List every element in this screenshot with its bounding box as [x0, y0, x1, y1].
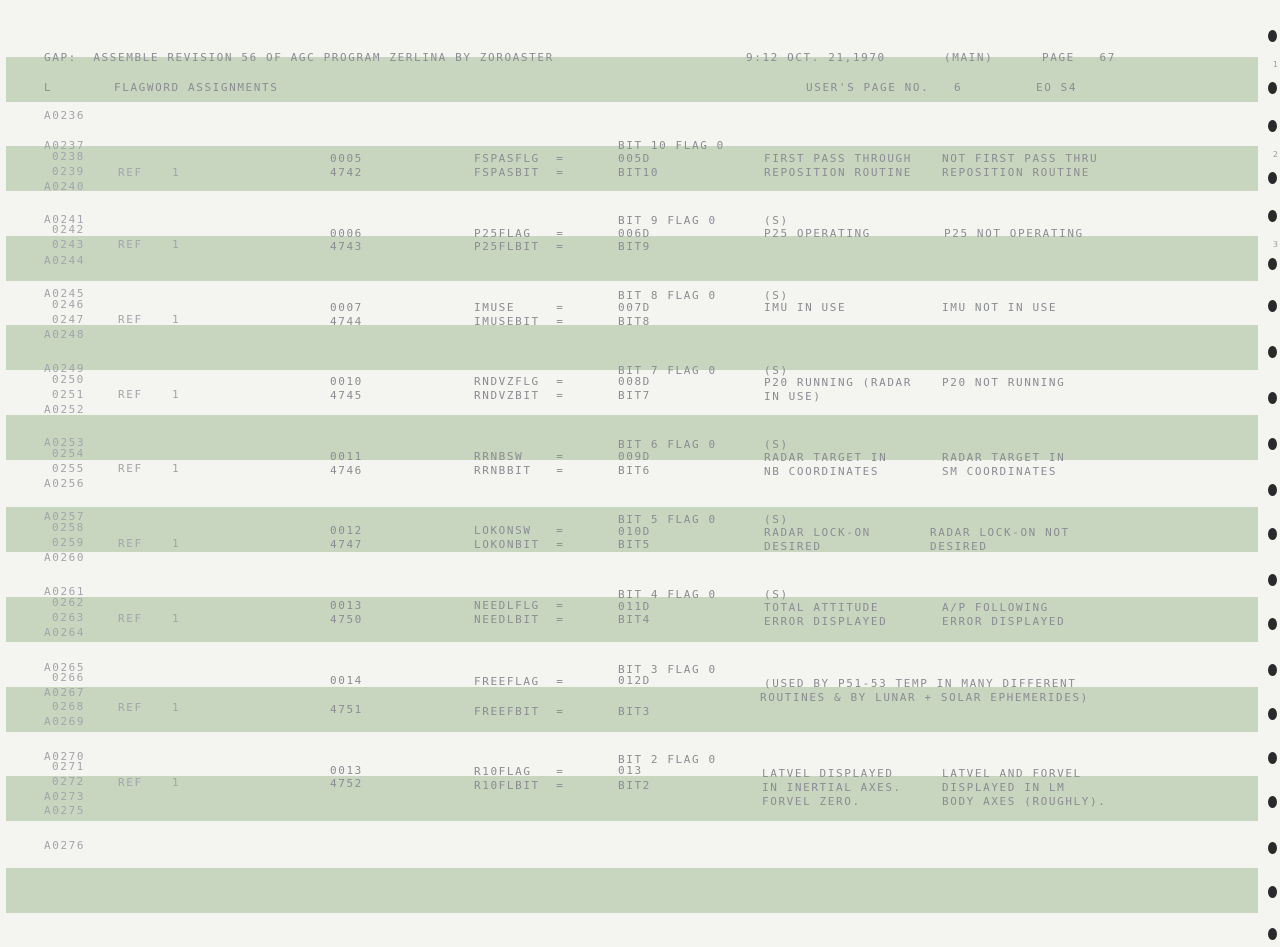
ref-count: 1 — [172, 537, 181, 550]
line-number: A0260 — [44, 551, 86, 564]
flag-bit-name: FREEFBIT = — [474, 705, 565, 718]
ref-label: REF — [118, 701, 143, 714]
line-number: A0240 — [44, 180, 86, 193]
line-number: 0255 — [52, 462, 85, 475]
line-number: A0241 — [44, 213, 86, 226]
line-number: 0251 — [52, 388, 85, 401]
margin-mark: 2 — [1272, 150, 1278, 159]
bit-flag-label: BIT 10 FLAG 0 — [618, 139, 725, 152]
address: 4745 — [330, 389, 363, 402]
feed-hole — [1268, 438, 1277, 450]
address: 0005 — [330, 152, 363, 165]
address: 4743 — [330, 240, 363, 253]
ref-label: REF — [118, 462, 143, 475]
set-description: FORVEL ZERO. — [762, 795, 861, 808]
set-description: IN USE) — [764, 390, 822, 403]
reset-description: DESIRED — [930, 540, 988, 553]
bit-value: BIT5 — [618, 538, 651, 551]
line-number: A0270 — [44, 750, 86, 763]
feed-hole — [1268, 392, 1277, 404]
flag-name: FREEFLAG = — [474, 675, 565, 688]
bit-flag-label: BIT 6 FLAG 0 — [618, 438, 717, 451]
flag-name: P25FLAG = — [474, 227, 565, 240]
feed-hole — [1268, 842, 1277, 854]
address: 0010 — [330, 375, 363, 388]
flag-name: FSPASFLG = — [474, 152, 565, 165]
reset-description: RADAR LOCK-ON NOT — [930, 526, 1070, 539]
users-page-number: USER'S PAGE NO. 6 — [806, 81, 963, 94]
line-number: 0238 — [52, 150, 85, 163]
program-header: GAP: ASSEMBLE REVISION 56 OF AGC PROGRAM ZERLINA BY ZOROASTER — [44, 51, 554, 64]
s-marker: (S) — [764, 513, 789, 526]
set-description: FIRST PASS THROUGH — [764, 152, 913, 165]
flag-bit-name: IMUSEBIT = — [474, 315, 565, 328]
line-number: A0248 — [44, 328, 86, 341]
feed-hole — [1268, 928, 1277, 940]
ref-label: REF — [118, 313, 143, 326]
flag-name: RRNBSW = — [474, 450, 565, 463]
s-marker: (S) — [764, 214, 789, 227]
set-description: ERROR DISPLAYED — [764, 615, 888, 628]
ref-label: REF — [118, 238, 143, 251]
ref-label: REF — [118, 537, 143, 550]
set-description: NB COORDINATES — [764, 465, 880, 478]
flag-bit-name: RRNBBIT = — [474, 464, 565, 477]
bit-value: BIT10 — [618, 166, 660, 179]
address: 0006 — [330, 227, 363, 240]
reset-description: BODY AXES (ROUGHLY). — [942, 795, 1107, 808]
flag-value: 008D — [618, 375, 651, 388]
flag-bit-name: FSPASBIT = — [474, 166, 565, 179]
comment: ROUTINES & BY LUNAR + SOLAR EPHEMERIDES) — [760, 691, 1089, 704]
line-number: 0272 — [52, 775, 85, 788]
address: 0007 — [330, 301, 363, 314]
line-number: 0254 — [52, 447, 85, 460]
set-description: REPOSITION ROUTINE — [764, 166, 913, 179]
line-number: 0262 — [52, 596, 85, 609]
bit-value: BIT7 — [618, 389, 651, 402]
address: 0013 — [330, 599, 363, 612]
set-description: LATVEL DISPLAYED — [762, 767, 894, 780]
flag-value: 009D — [618, 450, 651, 463]
line-number: A0273 — [44, 790, 86, 803]
feed-hole — [1268, 528, 1277, 540]
feed-hole — [1268, 258, 1277, 270]
line-number: 0259 — [52, 536, 85, 549]
ref-count: 1 — [172, 776, 181, 789]
bit-flag-label: BIT 4 FLAG 0 — [618, 588, 717, 601]
s-marker: (S) — [764, 588, 789, 601]
line-number: 0258 — [52, 521, 85, 534]
reset-description: LATVEL AND FORVEL — [942, 767, 1082, 780]
ref-label: REF — [118, 776, 143, 789]
line-number: A0276 — [44, 839, 86, 852]
feed-hole — [1268, 82, 1277, 94]
feed-hole — [1268, 664, 1277, 676]
set-description: IN INERTIAL AXES. — [762, 781, 902, 794]
reset-description: REPOSITION ROUTINE — [942, 166, 1091, 179]
ref-count: 1 — [172, 313, 181, 326]
flag-name: IMUSE = — [474, 301, 565, 314]
flag-bit-name: P25FLBIT = — [474, 240, 565, 253]
bit-value: BIT2 — [618, 779, 651, 792]
reset-description: RADAR TARGET IN — [942, 451, 1066, 464]
flag-name: RNDVZFLG = — [474, 375, 565, 388]
flag-bit-name: NEEDLBIT = — [474, 613, 565, 626]
section-title: FLAGWORD ASSIGNMENTS — [114, 81, 279, 94]
reset-description: IMU NOT IN USE — [942, 301, 1058, 314]
set-description: RADAR TARGET IN — [764, 451, 888, 464]
address: 4750 — [330, 613, 363, 626]
line-number: A0249 — [44, 362, 86, 375]
reset-description: NOT FIRST PASS THRU — [942, 152, 1099, 165]
line-number: A0264 — [44, 626, 86, 639]
line-number: A0236 — [44, 109, 86, 122]
reset-description: ERROR DISPLAYED — [942, 615, 1066, 628]
bit-flag-label: BIT 3 FLAG 0 — [618, 663, 717, 676]
flag-bit-name: LOKONBIT = — [474, 538, 565, 551]
bit-flag-label: BIT 2 FLAG 0 — [618, 753, 717, 766]
address: 4746 — [330, 464, 363, 477]
bit-flag-label: BIT 9 FLAG 0 — [618, 214, 717, 227]
flag-value: 010D — [618, 525, 651, 538]
address: 4751 — [330, 703, 363, 716]
line-number: A0256 — [44, 477, 86, 490]
line-number: 0246 — [52, 298, 85, 311]
reset-description: A/P FOLLOWING — [942, 601, 1049, 614]
line-number: 0268 — [52, 700, 85, 713]
ref-count: 1 — [172, 238, 181, 251]
bit-flag-label: BIT 5 FLAG 0 — [618, 513, 717, 526]
address: 0012 — [330, 524, 363, 537]
ref-count: 1 — [172, 612, 181, 625]
s-marker: (S) — [764, 289, 789, 302]
eo-label: EO S4 — [1036, 81, 1078, 94]
ref-label: REF — [118, 612, 143, 625]
address: 4752 — [330, 777, 363, 790]
address: 4744 — [330, 315, 363, 328]
address: 0014 — [330, 674, 363, 687]
bit-flag-label: BIT 8 FLAG 0 — [618, 289, 717, 302]
feed-hole — [1268, 172, 1277, 184]
set-description: P20 RUNNING (RADAR — [764, 376, 913, 389]
address: 0011 — [330, 450, 363, 463]
set-description: TOTAL ATTITUDE — [764, 601, 880, 614]
ref-label: REF — [118, 166, 143, 179]
line-number: 0266 — [52, 671, 85, 684]
line-number: 0250 — [52, 373, 85, 386]
reset-description: P25 NOT OPERATING — [944, 227, 1084, 240]
ref-label: REF — [118, 388, 143, 401]
flag-bit-name: R10FLBIT = — [474, 779, 565, 792]
margin-mark: 3 — [1272, 240, 1278, 249]
green-band — [6, 868, 1258, 913]
address: 0013 — [330, 764, 363, 777]
feed-hole — [1268, 484, 1277, 496]
flag-name: LOKONSW = — [474, 524, 565, 537]
flag-value: 007D — [618, 301, 651, 314]
line-number: 0239 — [52, 165, 85, 178]
feed-hole — [1268, 300, 1277, 312]
line-number: A0261 — [44, 585, 86, 598]
s-marker: (S) — [764, 364, 789, 377]
bit-value: BIT4 — [618, 613, 651, 626]
set-description: IMU IN USE — [764, 301, 847, 314]
line-number: A0267 — [44, 686, 86, 699]
flag-value: 011D — [618, 600, 651, 613]
line-number: A0253 — [44, 436, 86, 449]
feed-hole — [1268, 574, 1277, 586]
flag-name: NEEDLFLG = — [474, 599, 565, 612]
margin-mark: 1 — [1272, 60, 1278, 69]
address: 4742 — [330, 166, 363, 179]
feed-hole — [1268, 886, 1277, 898]
page-number: PAGE 67 — [1042, 51, 1117, 64]
column-l: L — [44, 81, 53, 94]
reset-description: DISPLAYED IN LM — [942, 781, 1066, 794]
comment: (USED BY P51-53 TEMP IN MANY DIFFERENT — [764, 677, 1077, 690]
flag-value: 013 — [618, 764, 643, 777]
bit-flag-label: BIT 7 FLAG 0 — [618, 364, 717, 377]
line-number: A0275 — [44, 804, 86, 817]
line-number: 0247 — [52, 313, 85, 326]
feed-hole — [1268, 30, 1277, 42]
line-number: A0237 — [44, 139, 86, 152]
feed-hole — [1268, 796, 1277, 808]
flag-value: 005D — [618, 152, 651, 165]
ref-count: 1 — [172, 701, 181, 714]
feed-hole — [1268, 618, 1277, 630]
set-description: DESIRED — [764, 540, 822, 553]
reset-description: P20 NOT RUNNING — [942, 376, 1066, 389]
flag-name: R10FLAG = — [474, 765, 565, 778]
line-number: A0245 — [44, 287, 86, 300]
line-number: A0265 — [44, 661, 86, 674]
bit-value: BIT6 — [618, 464, 651, 477]
line-number: 0271 — [52, 760, 85, 773]
bit-value: BIT8 — [618, 315, 651, 328]
timestamp: 9:12 OCT. 21,1970 — [746, 51, 886, 64]
ref-count: 1 — [172, 462, 181, 475]
line-number: 0263 — [52, 611, 85, 624]
line-number: A0257 — [44, 510, 86, 523]
flag-value: 006D — [618, 227, 651, 240]
flag-bit-name: RNDVZBIT = — [474, 389, 565, 402]
bit-value: BIT9 — [618, 240, 651, 253]
set-description: RADAR LOCK-ON — [764, 526, 871, 539]
set-description: P25 OPERATING — [764, 227, 871, 240]
address: 4747 — [330, 538, 363, 551]
ref-count: 1 — [172, 166, 181, 179]
line-number: 0242 — [52, 223, 85, 236]
feed-hole — [1268, 210, 1277, 222]
feed-hole — [1268, 346, 1277, 358]
feed-hole — [1268, 752, 1277, 764]
flag-value: 012D — [618, 674, 651, 687]
feed-hole — [1268, 120, 1277, 132]
bit-value: BIT3 — [618, 705, 651, 718]
line-number: A0252 — [44, 403, 86, 416]
s-marker: (S) — [764, 438, 789, 451]
reset-description: SM COORDINATES — [942, 465, 1058, 478]
line-number: A0244 — [44, 254, 86, 267]
ref-count: 1 — [172, 388, 181, 401]
line-number: A0269 — [44, 715, 86, 728]
main-tag: (MAIN) — [944, 51, 994, 64]
line-number: 0243 — [52, 238, 85, 251]
feed-hole — [1268, 708, 1277, 720]
